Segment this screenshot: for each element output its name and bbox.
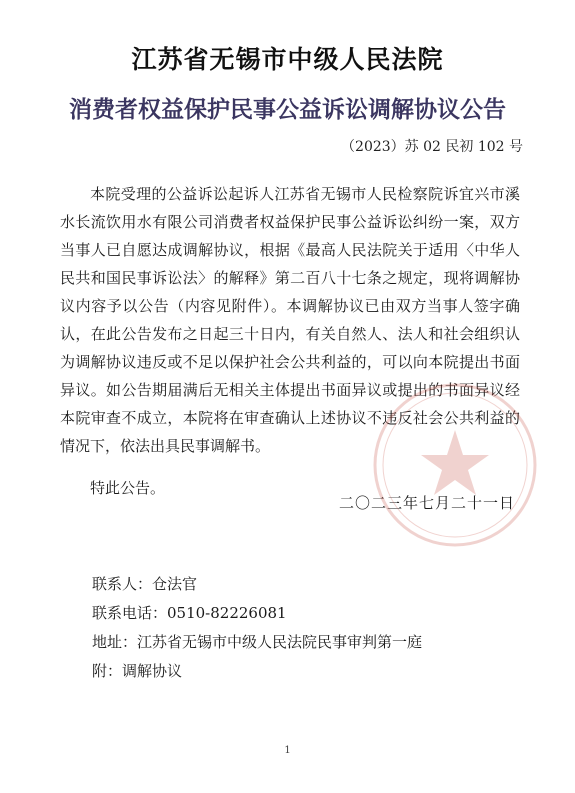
announcement-date: 二〇二三年七月二十一日	[338, 494, 515, 512]
page-number: 1	[284, 745, 291, 756]
court-name: 江苏省无锡市中级人民法院	[131, 45, 444, 74]
case-number: （2023）苏 02 民初 102 号	[341, 139, 523, 155]
attachment-note: 附：调解协议	[92, 662, 183, 680]
announcement-body: 本院受理的公益诉讼起诉人江苏省无锡市人民检察院诉宜兴市溪水长流饮用水有限公司消费者权益保护民事公益诉讼纠纷一案，双方当事人已自愿达成调解协议，根据《最高人民法院关于适用〈中华人民共和国民事诉讼法〉的解释》第二百八十七条之规定，现将调解协议内容予以公告（内容见附件）。本调解协议已由双方当事人签字确认，在此公告发布之日起三十日内，有关自然人、法人和社会组织认为调解协议违反或不足以保护社会公共利益的，可以向本院提出书面异议。如公告期届满后无相关主体提出书面异议或提出的书面异议经本院审查不成立，本院将在审查确认上述协议不违反社会公共利益的情况下，依法出具民事调解书。	[60, 185, 520, 455]
closing-statement: 特此公告。	[90, 479, 166, 497]
contact-block	[92, 570, 422, 686]
contact-phone: 联系电话：0510-82226081	[92, 604, 287, 622]
contact-person: 联系人：仓法官	[92, 575, 198, 593]
contact-address: 地址：江苏省无锡市中级人民法院民事审判第一庭	[92, 633, 423, 651]
document-title: 消费者权益保护民事公益诉讼调解协议公告	[69, 97, 506, 123]
